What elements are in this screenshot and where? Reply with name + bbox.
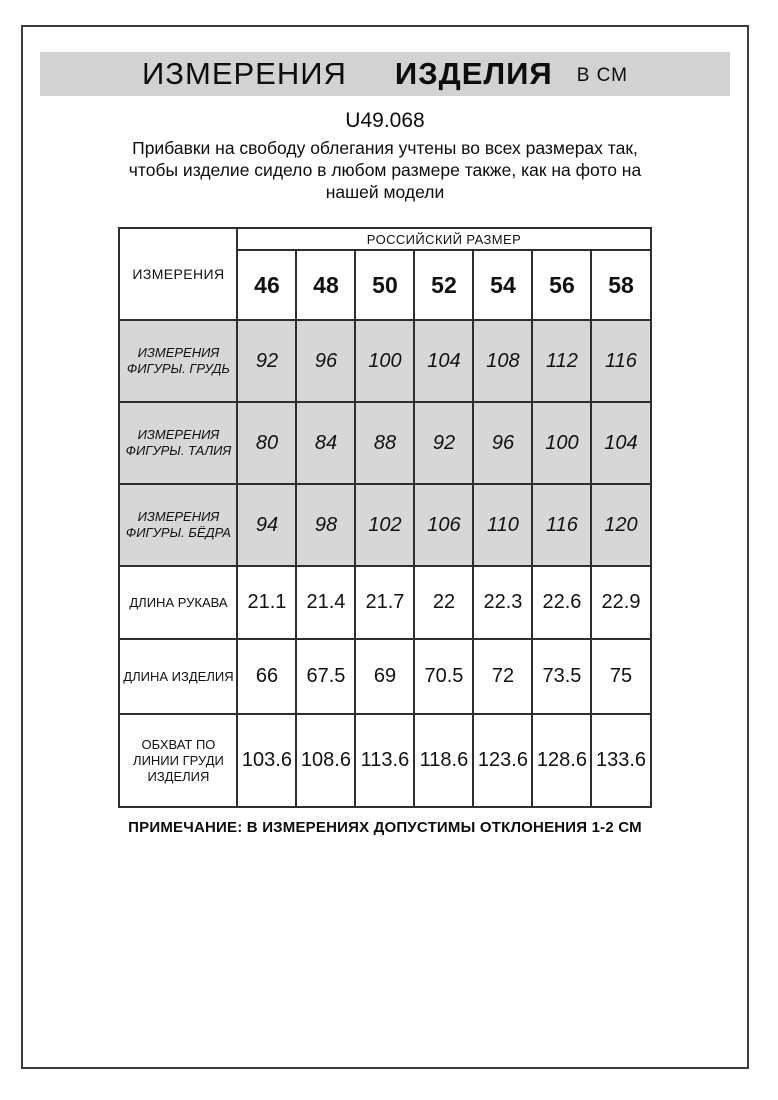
value-cell: 108 bbox=[473, 320, 532, 402]
value-cell: 123.6 bbox=[473, 714, 532, 807]
page-title-product: ИЗДЕЛИЯ bbox=[394, 56, 553, 91]
value-cell: 22 bbox=[414, 566, 473, 639]
value-cell: 92 bbox=[414, 402, 473, 484]
intro-paragraph bbox=[23, 137, 747, 203]
value-cell: 116 bbox=[591, 320, 650, 402]
table-row-figure-hips bbox=[119, 484, 650, 566]
value-cell: 22.9 bbox=[591, 566, 650, 639]
value-cell: 133.6 bbox=[591, 714, 650, 807]
value-cell: 73.5 bbox=[532, 639, 591, 714]
row-label: ИЗМЕРЕНИЯ ФИГУРЫ. БЁДРА bbox=[119, 484, 237, 566]
value-cell: 120 bbox=[591, 484, 650, 566]
size-header-cell: 58 bbox=[591, 250, 650, 320]
value-cell: 104 bbox=[591, 402, 650, 484]
article-code: U49.068 bbox=[345, 109, 425, 132]
title-bar bbox=[40, 52, 730, 96]
row-label: ОБХВАТ ПО ЛИНИИ ГРУДИ ИЗДЕЛИЯ bbox=[119, 714, 237, 807]
size-header-cell: 50 bbox=[355, 250, 414, 320]
value-cell: 96 bbox=[473, 402, 532, 484]
value-cell: 66 bbox=[237, 639, 296, 714]
value-cell: 94 bbox=[237, 484, 296, 566]
table-row-figure-chest bbox=[119, 320, 650, 402]
page-title-unit: В СМ bbox=[576, 65, 628, 86]
value-cell: 103.6 bbox=[237, 714, 296, 807]
document-page bbox=[21, 25, 749, 1069]
value-cell: 113.6 bbox=[355, 714, 414, 807]
row-label: ДЛИНА РУКАВА bbox=[119, 566, 237, 639]
corner-header-cell: ИЗМЕРЕНИЯ bbox=[119, 228, 237, 320]
value-cell: 69 bbox=[355, 639, 414, 714]
size-header-cell: 54 bbox=[473, 250, 532, 320]
note-text: ПРИМЕЧАНИЕ: В ИЗМЕРЕНИЯХ ДОПУСТИМЫ ОТКЛОНЕНИЯ 1-2 СМ bbox=[128, 819, 642, 836]
group-header-cell: РОССИЙСКИЙ РАЗМЕР bbox=[237, 228, 650, 250]
value-cell: 21.7 bbox=[355, 566, 414, 639]
value-cell: 70.5 bbox=[414, 639, 473, 714]
value-cell: 80 bbox=[237, 402, 296, 484]
row-label: ИЗМЕРЕНИЯ ФИГУРЫ. ГРУДЬ bbox=[119, 320, 237, 402]
value-cell: 116 bbox=[532, 484, 591, 566]
value-cell: 21.1 bbox=[237, 566, 296, 639]
value-cell: 104 bbox=[414, 320, 473, 402]
value-cell: 102 bbox=[355, 484, 414, 566]
value-cell: 84 bbox=[296, 402, 355, 484]
table-row-figure-waist bbox=[119, 402, 650, 484]
value-cell: 21.4 bbox=[296, 566, 355, 639]
value-cell: 112 bbox=[532, 320, 591, 402]
value-cell: 67.5 bbox=[296, 639, 355, 714]
value-cell: 96 bbox=[296, 320, 355, 402]
value-cell: 108.6 bbox=[296, 714, 355, 807]
value-cell: 72 bbox=[473, 639, 532, 714]
value-cell: 100 bbox=[355, 320, 414, 402]
value-cell: 100 bbox=[532, 402, 591, 484]
size-table bbox=[118, 227, 651, 808]
size-header-cell: 48 bbox=[296, 250, 355, 320]
size-header-cell: 46 bbox=[237, 250, 296, 320]
intro-line-2: чтобы изделие сидело в любом размере также, как на фото на bbox=[128, 160, 642, 180]
value-cell: 110 bbox=[473, 484, 532, 566]
value-cell: 75 bbox=[591, 639, 650, 714]
value-cell: 88 bbox=[355, 402, 414, 484]
table-row-sleeve-length bbox=[119, 566, 650, 639]
size-header-cell: 56 bbox=[532, 250, 591, 320]
value-cell: 22.6 bbox=[532, 566, 591, 639]
value-cell: 118.6 bbox=[414, 714, 473, 807]
intro-line-3: нашей модели bbox=[325, 182, 445, 202]
page-title-measurements: ИЗМЕРЕНИЯ bbox=[142, 56, 347, 91]
value-cell: 98 bbox=[296, 484, 355, 566]
size-header-cell: 52 bbox=[414, 250, 473, 320]
row-label: ИЗМЕРЕНИЯ ФИГУРЫ. ТАЛИЯ bbox=[119, 402, 237, 484]
table-row-chest-girth bbox=[119, 714, 650, 807]
table-group-header-row bbox=[119, 228, 650, 250]
row-label: ДЛИНА ИЗДЕЛИЯ bbox=[119, 639, 237, 714]
value-cell: 22.3 bbox=[473, 566, 532, 639]
intro-line-1: Прибавки на свободу облегания учтены во всех размерах так, bbox=[132, 138, 638, 158]
value-cell: 92 bbox=[237, 320, 296, 402]
value-cell: 128.6 bbox=[532, 714, 591, 807]
table-row-product-length bbox=[119, 639, 650, 714]
value-cell: 106 bbox=[414, 484, 473, 566]
